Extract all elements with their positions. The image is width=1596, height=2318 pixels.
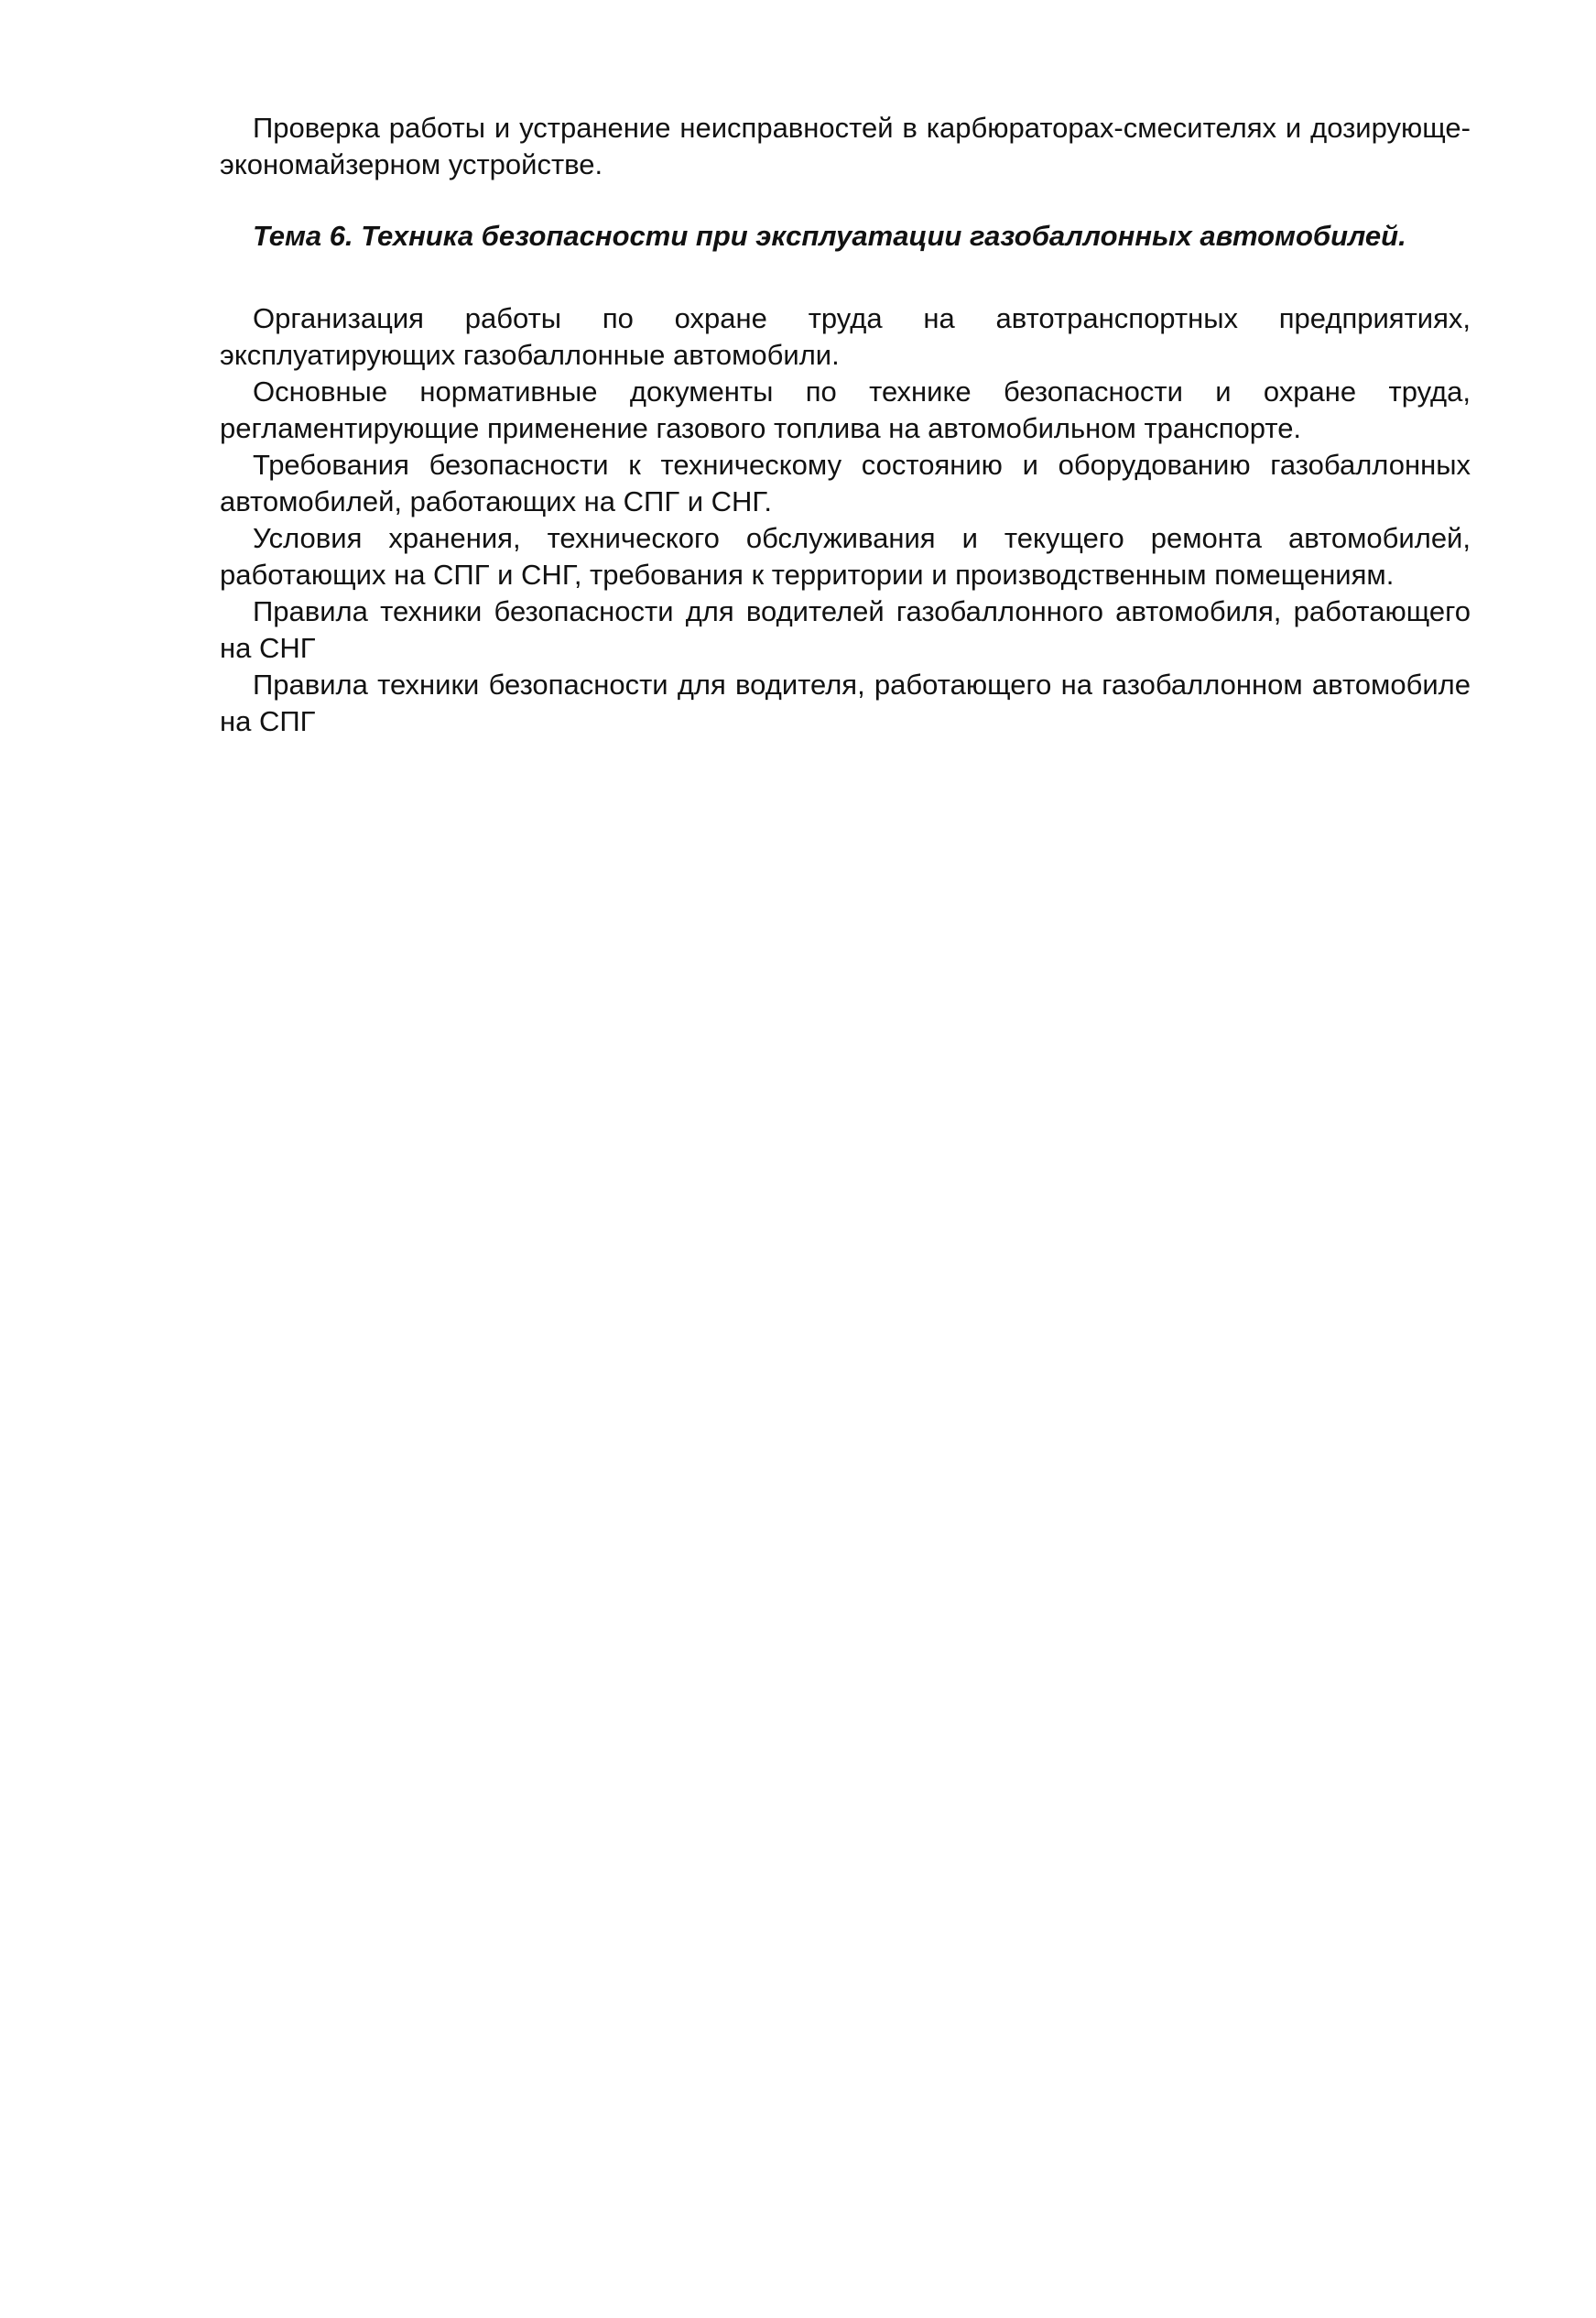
paragraph-driver-rules-spg: Правила техники безопасности для водителя, работающего на газобаллонном автомобиле на СПГ <box>220 669 1471 737</box>
page-content <box>220 110 1471 740</box>
section-heading: Тема 6. Техника безопасности при эксплуатации газобаллонных автомобилей. <box>253 220 1406 252</box>
paragraph-labor-protection-organization: Организация работы по охране труда на автотранспортных предприятиях, эксплуатирующих газобаллонные автомобили. <box>220 302 1471 371</box>
intro-paragraph: Проверка работы и устранение неисправностей в карбюраторах-смесителях и дозирующе-экономайзерном устройстве. <box>220 112 1471 180</box>
paragraph-safety-requirements: Требования безопасности к техническому состоянию и оборудованию газобаллонных автомобилей, работающих на СПГ и СНГ. <box>220 449 1471 517</box>
paragraph-regulatory-documents: Основные нормативные документы по технике безопасности и охране труда, регламентирующие применение газового топлива на автомобильном транспорте. <box>220 375 1471 444</box>
paragraph-driver-rules-sng: Правила техники безопасности для водителей газобаллонного автомобиля, работающего на СНГ <box>220 595 1471 664</box>
paragraph-storage-conditions: Условия хранения, технического обслуживания и текущего ремонта автомобилей, работающих на СПГ и СНГ, требования к территории и производственным помещениям. <box>220 522 1471 591</box>
section-paragraphs <box>220 300 1471 740</box>
